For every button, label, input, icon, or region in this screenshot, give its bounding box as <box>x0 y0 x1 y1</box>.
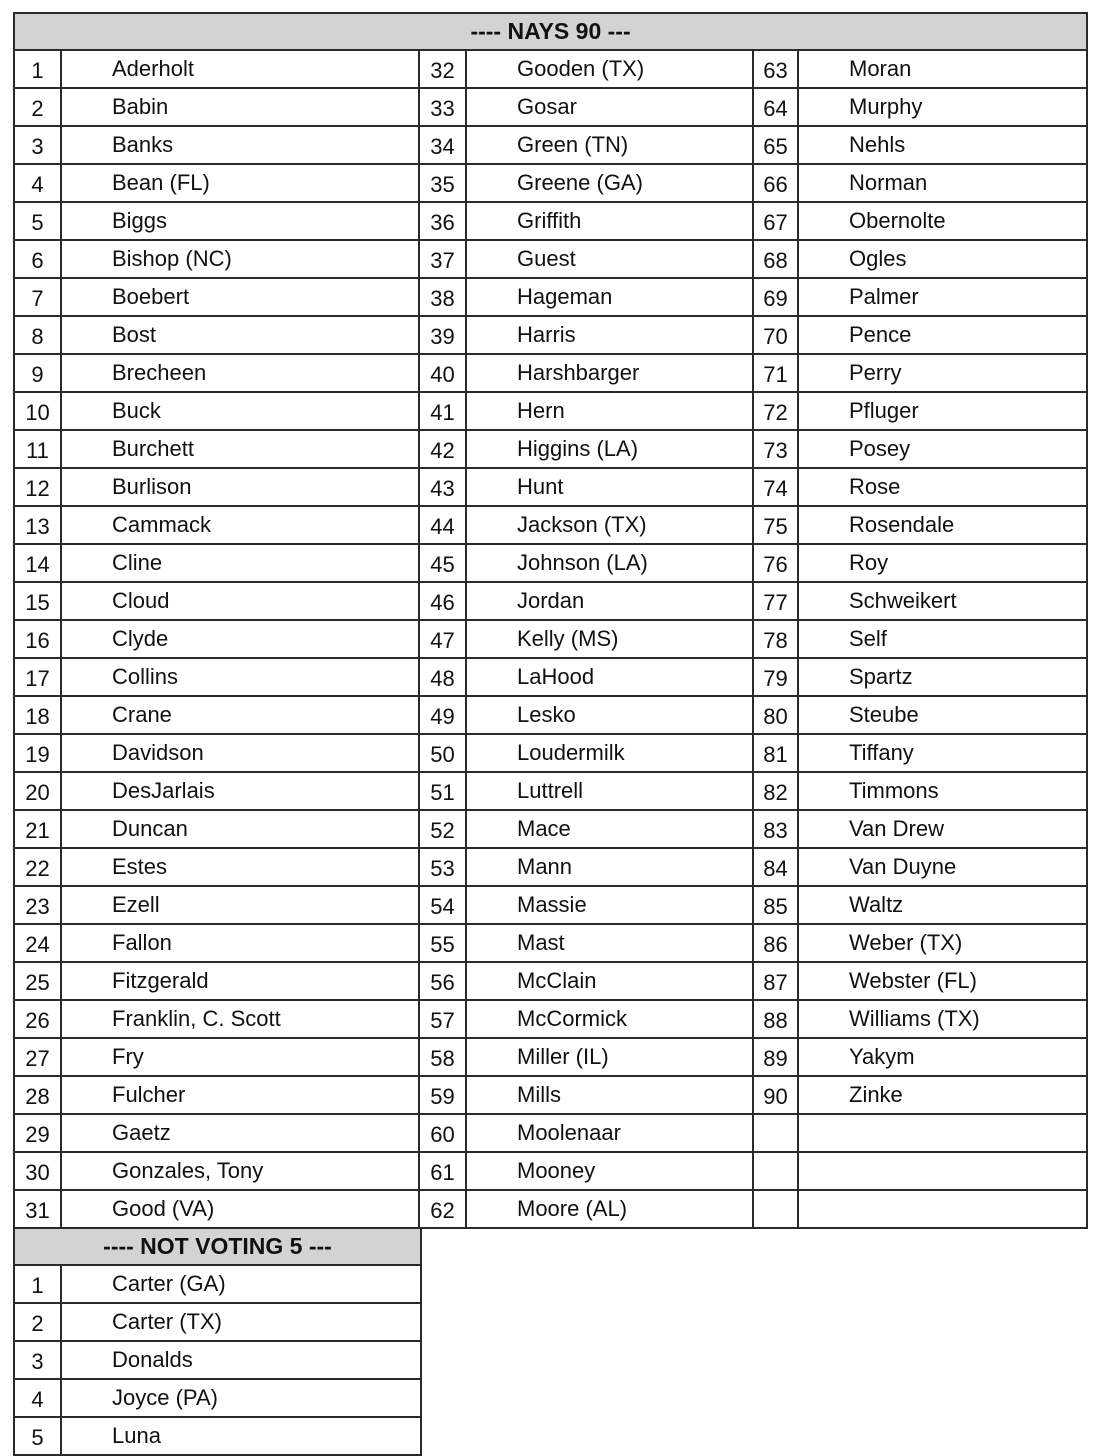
member-number: 87 <box>753 962 798 1000</box>
member-name: Yakym <box>798 1038 1087 1076</box>
table-row <box>14 1000 1087 1038</box>
table-row <box>14 962 1087 1000</box>
member-name: Harshbarger <box>466 354 753 392</box>
table-row <box>14 1303 421 1341</box>
member-number: 9 <box>14 354 61 392</box>
member-number: 35 <box>419 164 466 202</box>
member-number: 34 <box>419 126 466 164</box>
member-name: Hunt <box>466 468 753 506</box>
member-number: 90 <box>753 1076 798 1114</box>
member-number: 30 <box>14 1152 61 1190</box>
member-number: 19 <box>14 734 61 772</box>
member-number: 36 <box>419 202 466 240</box>
table-row <box>14 1152 1087 1190</box>
member-name: Timmons <box>798 772 1087 810</box>
member-number: 84 <box>753 848 798 886</box>
member-name: Burchett <box>61 430 419 468</box>
member-number: 64 <box>753 88 798 126</box>
member-name: Greene (GA) <box>466 164 753 202</box>
member-number: 73 <box>753 430 798 468</box>
member-number: 33 <box>419 88 466 126</box>
table-row <box>14 202 1087 240</box>
member-number: 18 <box>14 696 61 734</box>
member-number: 21 <box>14 810 61 848</box>
member-number: 66 <box>753 164 798 202</box>
member-number: 14 <box>14 544 61 582</box>
table-row <box>14 392 1087 430</box>
member-name: Mills <box>466 1076 753 1114</box>
member-name: Bishop (NC) <box>61 240 419 278</box>
member-name: LaHood <box>466 658 753 696</box>
table-row <box>14 240 1087 278</box>
member-number: 53 <box>419 848 466 886</box>
member-name: Mann <box>466 848 753 886</box>
member-name: Griffith <box>466 202 753 240</box>
member-number: 48 <box>419 658 466 696</box>
member-name: Van Drew <box>798 810 1087 848</box>
member-number: 5 <box>14 202 61 240</box>
member-number: 4 <box>14 1379 61 1417</box>
member-number: 45 <box>419 544 466 582</box>
table-row <box>14 164 1087 202</box>
member-number <box>753 1190 798 1228</box>
member-name: Fallon <box>61 924 419 962</box>
member-name: Gaetz <box>61 1114 419 1152</box>
member-name: Tiffany <box>798 734 1087 772</box>
member-number: 42 <box>419 430 466 468</box>
member-name: Mast <box>466 924 753 962</box>
member-name: Luna <box>61 1417 421 1455</box>
table-row <box>14 126 1087 164</box>
member-number: 44 <box>419 506 466 544</box>
member-number: 72 <box>753 392 798 430</box>
member-name: Joyce (PA) <box>61 1379 421 1417</box>
table-row <box>14 582 1087 620</box>
member-name: Biggs <box>61 202 419 240</box>
member-number: 32 <box>419 50 466 88</box>
table-row <box>14 544 1087 582</box>
member-number: 41 <box>419 392 466 430</box>
member-name: Green (TN) <box>466 126 753 164</box>
member-name: Zinke <box>798 1076 1087 1114</box>
nays-table <box>13 12 1088 1229</box>
member-name: Loudermilk <box>466 734 753 772</box>
member-name: Pfluger <box>798 392 1087 430</box>
member-name: Nehls <box>798 126 1087 164</box>
member-name: Babin <box>61 88 419 126</box>
table-row <box>14 1341 421 1379</box>
table-row <box>14 354 1087 392</box>
member-number: 70 <box>753 316 798 354</box>
member-number: 59 <box>419 1076 466 1114</box>
table-row <box>14 696 1087 734</box>
member-name: Ogles <box>798 240 1087 278</box>
member-name: Davidson <box>61 734 419 772</box>
member-number: 75 <box>753 506 798 544</box>
member-number: 60 <box>419 1114 466 1152</box>
member-name: Roy <box>798 544 1087 582</box>
member-name <box>798 1190 1087 1228</box>
member-name: Banks <box>61 126 419 164</box>
member-number: 7 <box>14 278 61 316</box>
member-number: 82 <box>753 772 798 810</box>
member-name: Bean (FL) <box>61 164 419 202</box>
member-name: Bost <box>61 316 419 354</box>
member-name: Williams (TX) <box>798 1000 1087 1038</box>
member-number: 46 <box>419 582 466 620</box>
member-number: 28 <box>14 1076 61 1114</box>
member-name: Good (VA) <box>61 1190 419 1228</box>
member-name: Miller (IL) <box>466 1038 753 1076</box>
member-name: Guest <box>466 240 753 278</box>
member-name: Mooney <box>466 1152 753 1190</box>
member-number <box>753 1114 798 1152</box>
member-name: Carter (GA) <box>61 1265 421 1303</box>
member-number: 74 <box>753 468 798 506</box>
member-number: 85 <box>753 886 798 924</box>
table-row <box>14 848 1087 886</box>
table-row <box>14 1114 1087 1152</box>
not-voting-body <box>14 1265 421 1455</box>
member-number: 29 <box>14 1114 61 1152</box>
member-number: 24 <box>14 924 61 962</box>
table-row <box>14 1038 1087 1076</box>
member-name: Johnson (LA) <box>466 544 753 582</box>
member-name: Fitzgerald <box>61 962 419 1000</box>
member-name: Hern <box>466 392 753 430</box>
member-number: 27 <box>14 1038 61 1076</box>
member-number: 12 <box>14 468 61 506</box>
table-row <box>14 1076 1087 1114</box>
table-row <box>14 1379 421 1417</box>
member-name: Rosendale <box>798 506 1087 544</box>
member-number: 56 <box>419 962 466 1000</box>
not-voting-table <box>13 1227 422 1456</box>
member-number: 81 <box>753 734 798 772</box>
member-name: Luttrell <box>466 772 753 810</box>
member-name: Higgins (LA) <box>466 430 753 468</box>
nays-header: ---- NAYS 90 --- <box>14 13 1087 50</box>
member-number: 77 <box>753 582 798 620</box>
member-name: Clyde <box>61 620 419 658</box>
member-name: Burlison <box>61 468 419 506</box>
table-row <box>14 1417 421 1455</box>
member-number: 3 <box>14 126 61 164</box>
member-number: 58 <box>419 1038 466 1076</box>
member-name: Harris <box>466 316 753 354</box>
member-name: Gosar <box>466 88 753 126</box>
not-voting-header: ---- NOT VOTING 5 --- <box>14 1228 421 1265</box>
member-number: 25 <box>14 962 61 1000</box>
member-number: 15 <box>14 582 61 620</box>
table-row <box>14 772 1087 810</box>
member-name: Franklin, C. Scott <box>61 1000 419 1038</box>
member-name: Donalds <box>61 1341 421 1379</box>
member-name: Ezell <box>61 886 419 924</box>
member-name: Schweikert <box>798 582 1087 620</box>
member-number: 1 <box>14 50 61 88</box>
member-name <box>798 1114 1087 1152</box>
member-number: 55 <box>419 924 466 962</box>
member-number: 1 <box>14 1265 61 1303</box>
member-name: Webster (FL) <box>798 962 1087 1000</box>
member-name: Collins <box>61 658 419 696</box>
table-row <box>14 734 1087 772</box>
table-row <box>14 658 1087 696</box>
member-number: 6 <box>14 240 61 278</box>
member-name <box>798 1152 1087 1190</box>
member-number: 62 <box>419 1190 466 1228</box>
member-number: 8 <box>14 316 61 354</box>
member-name: Estes <box>61 848 419 886</box>
member-name: Palmer <box>798 278 1087 316</box>
member-number: 67 <box>753 202 798 240</box>
member-name: Moran <box>798 50 1087 88</box>
member-name: Weber (TX) <box>798 924 1087 962</box>
member-name: Buck <box>61 392 419 430</box>
member-number: 4 <box>14 164 61 202</box>
member-number: 47 <box>419 620 466 658</box>
member-name: Jordan <box>466 582 753 620</box>
nays-body <box>14 50 1087 1228</box>
member-name: Jackson (TX) <box>466 506 753 544</box>
member-number: 16 <box>14 620 61 658</box>
table-row <box>14 468 1087 506</box>
member-name: Fry <box>61 1038 419 1076</box>
member-number: 43 <box>419 468 466 506</box>
member-number: 78 <box>753 620 798 658</box>
member-number: 83 <box>753 810 798 848</box>
member-number: 37 <box>419 240 466 278</box>
member-number: 22 <box>14 848 61 886</box>
member-number: 89 <box>753 1038 798 1076</box>
member-number: 2 <box>14 88 61 126</box>
table-row <box>14 50 1087 88</box>
table-row <box>14 1190 1087 1228</box>
member-number: 51 <box>419 772 466 810</box>
table-row <box>14 620 1087 658</box>
member-name: Cammack <box>61 506 419 544</box>
member-number: 76 <box>753 544 798 582</box>
member-name: Waltz <box>798 886 1087 924</box>
member-name: Steube <box>798 696 1087 734</box>
table-row <box>14 810 1087 848</box>
member-number: 20 <box>14 772 61 810</box>
member-number: 88 <box>753 1000 798 1038</box>
member-number: 11 <box>14 430 61 468</box>
member-number: 68 <box>753 240 798 278</box>
member-name: Crane <box>61 696 419 734</box>
member-name: Van Duyne <box>798 848 1087 886</box>
member-name: Obernolte <box>798 202 1087 240</box>
member-name: Kelly (MS) <box>466 620 753 658</box>
table-row <box>14 278 1087 316</box>
member-name: Posey <box>798 430 1087 468</box>
table-row <box>14 88 1087 126</box>
table-row <box>14 886 1087 924</box>
member-name: Perry <box>798 354 1087 392</box>
member-number: 50 <box>419 734 466 772</box>
member-name: Lesko <box>466 696 753 734</box>
member-number: 3 <box>14 1341 61 1379</box>
member-number: 79 <box>753 658 798 696</box>
member-number: 17 <box>14 658 61 696</box>
member-number: 86 <box>753 924 798 962</box>
member-number: 65 <box>753 126 798 164</box>
member-name: Moolenaar <box>466 1114 753 1152</box>
member-number: 61 <box>419 1152 466 1190</box>
member-number: 69 <box>753 278 798 316</box>
table-row <box>14 506 1087 544</box>
member-name: Mace <box>466 810 753 848</box>
member-number: 80 <box>753 696 798 734</box>
member-name: Brecheen <box>61 354 419 392</box>
table-row <box>14 1265 421 1303</box>
member-name: Massie <box>466 886 753 924</box>
member-name: Duncan <box>61 810 419 848</box>
member-number: 10 <box>14 392 61 430</box>
member-name: McClain <box>466 962 753 1000</box>
member-number: 49 <box>419 696 466 734</box>
member-number: 57 <box>419 1000 466 1038</box>
member-name: Cloud <box>61 582 419 620</box>
member-name: Carter (TX) <box>61 1303 421 1341</box>
member-number: 2 <box>14 1303 61 1341</box>
member-name: Gooden (TX) <box>466 50 753 88</box>
member-number: 26 <box>14 1000 61 1038</box>
member-name: Murphy <box>798 88 1087 126</box>
member-number <box>753 1152 798 1190</box>
member-name: Norman <box>798 164 1087 202</box>
member-name: Pence <box>798 316 1087 354</box>
table-row <box>14 430 1087 468</box>
member-name: Cline <box>61 544 419 582</box>
member-number: 5 <box>14 1417 61 1455</box>
member-number: 39 <box>419 316 466 354</box>
member-name: Gonzales, Tony <box>61 1152 419 1190</box>
member-number: 23 <box>14 886 61 924</box>
table-row <box>14 316 1087 354</box>
member-number: 71 <box>753 354 798 392</box>
member-number: 54 <box>419 886 466 924</box>
member-name: Fulcher <box>61 1076 419 1114</box>
member-number: 63 <box>753 50 798 88</box>
member-number: 31 <box>14 1190 61 1228</box>
member-name: Rose <box>798 468 1087 506</box>
member-name: Self <box>798 620 1087 658</box>
member-number: 13 <box>14 506 61 544</box>
member-name: Aderholt <box>61 50 419 88</box>
member-name: DesJarlais <box>61 772 419 810</box>
member-number: 38 <box>419 278 466 316</box>
table-row <box>14 924 1087 962</box>
member-number: 40 <box>419 354 466 392</box>
member-name: Spartz <box>798 658 1087 696</box>
member-name: Moore (AL) <box>466 1190 753 1228</box>
member-name: Hageman <box>466 278 753 316</box>
member-name: McCormick <box>466 1000 753 1038</box>
member-name: Boebert <box>61 278 419 316</box>
member-number: 52 <box>419 810 466 848</box>
vote-tally-document <box>13 12 1088 1456</box>
